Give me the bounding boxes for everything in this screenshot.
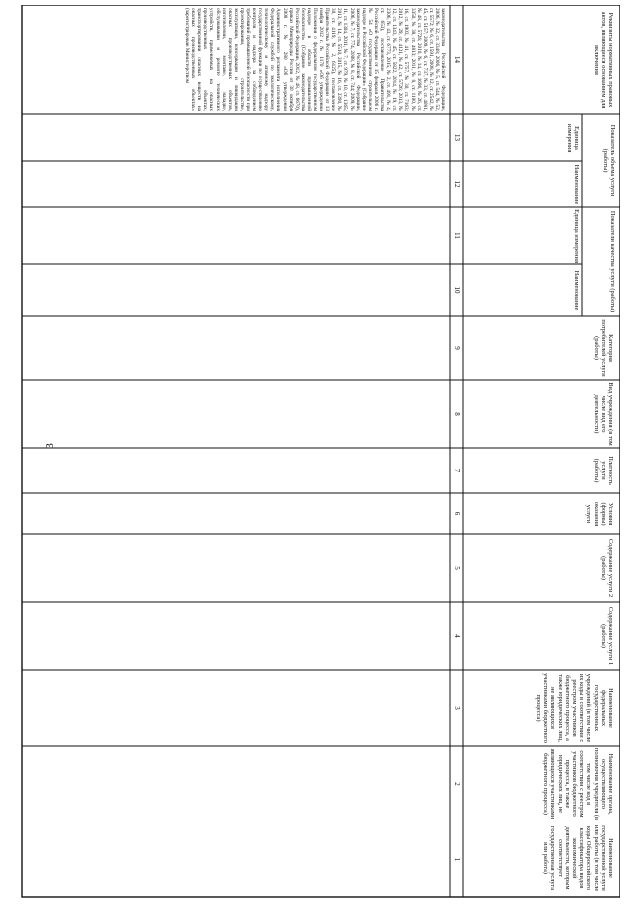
- column-number-5: 5: [453, 566, 461, 570]
- column-number-10: 10: [453, 286, 461, 294]
- column-number-3: 3: [453, 706, 461, 710]
- header-federal-institutions: Наименование федеральных государственных учреждений (в том числе их коды в соответствии с реестром участников бюджетного процесса, а также юридических лиц, не являющихся участниками бюджетного процесса): [534, 673, 614, 743]
- column-number-13: 13: [453, 134, 461, 141]
- column-number-7: 7: [453, 468, 461, 473]
- column-number-9: 9: [453, 346, 461, 350]
- header-institution-type: Вид учреждения (в том числе вид его деятельности): [592, 382, 614, 446]
- column-number-12: 12: [453, 180, 461, 188]
- column-number-8: 8: [453, 412, 461, 416]
- header-paid-status: Платность услуги (работы): [592, 456, 614, 485]
- header-quality-unit: Единица измерения: [573, 209, 580, 263]
- header-service-name: Наименование государственной услуги или работы (в том числе коды Общероссийского классификатора видов экономической деятельности, которым соответствует государственная услуга или работа): [542, 824, 614, 892]
- header-volume-group: Показатель объема услуги (работы): [601, 124, 616, 197]
- header-quality-group: Показатели качества услуги (работы): [609, 210, 616, 313]
- header-volume-unit: Единица измерения: [565, 123, 580, 153]
- column-number-4: 4: [453, 634, 461, 638]
- header-founder-authority: Наименование органа, осуществляющего полномочия учредителя (в том числе код в соответствии с реестром участников бюджетного процесса, в также юридических лиц, не являющихся участниками бюджетного процесса): [542, 748, 614, 820]
- header-quality-name: Наименование: [573, 270, 580, 311]
- column-number-1: 1: [453, 857, 461, 862]
- page-number: 3: [44, 443, 56, 449]
- header-service-conditions: Условия (формы) оказания услуги: [585, 501, 614, 527]
- header-consumer-category: Категория потребителей услуги (работы): [592, 319, 614, 377]
- legal-basis-text: законодательства Российской Федерации, 2006, № 32, ст. 3348; 2006, № 5, ст. 544, № 52, ст. 5572; № 6, ст. 1591, 2008, № 12, ст. 2542, № 45, ст. 5157; 2009, № 6, ст. 737, № 33, ст. 4081, № 48, ст. 5726; 2010, № 14, ст. 1696, № 26, ст. 3350, № 38, ст. 4813; 2011, № 8, ст. 1100, № 16, ст. 1903, № 41, ст. 5757, № 30, ст. 7163; 2012, № 29, ст. 4121, № 42, ст. 5726; 2013, № 12, ст. 1343, № 45, ст. 5822, 2014, № 19, ст. 2306, № 43, ст. 6773, 2015, № 2, ст. 491, № 4, ст. 653), постановление Правительства Российской Федерации от 15 февраля 2006 г. № 54 «О государственном строительном надзоре в Российской Федерации» (Собрание законодательства Российской Федерации, 2006, № 7, ст. 774, 2008, № 8, ст. 744; 2009, № 11, ст. 1304, 2011, № 7, ст. 979, № 10, ст. 1365; 2013, № 14, ст. 5510, 2015, № 16, ст. 2390, № 30, ст. 4119, № 2, 6125), постановление Правительства Российской Федерации от 13 ноября 2012 г. № 1170 «Об утверждении Положения о федеральном государственном надзоре в области промышленной безопасности» (Собрание законодательства Российской Федерации, 2012, № 48, ст. 6670), приказ Минприроды России от 30 октября 2008 г. № 280 «Об утверждении Административного регламента исполнения Федеральной службой по экологическому, технологическому и атомному надзору государственной функции по осуществлению контроля и надзора за соблюдением требований промышленной безопасности при проектировании, строительстве, эксплуатации, консервации и ликвидации опасных производственных объектов, изготовлении, монтаже, наладке, обслуживании и ремонте технических устройств, применяемых на опасных производственных объектах, транспортировании опасных веществ на опасных производственных объектах» (зарегистрирован Министерством: [184, 8, 446, 111]
- header-service-content-2: Содержание услуги 2 (работы): [599, 538, 614, 598]
- column-number-11: 11: [453, 232, 461, 239]
- column-number-6: 6: [453, 511, 461, 516]
- header-service-content-1: Содержание услуги 1 (работы): [599, 606, 614, 666]
- header-volume-name: Наименование: [573, 164, 580, 205]
- column-number-14: 14: [453, 56, 461, 63]
- services-registry-table: [20, 5, 620, 900]
- column-number-2: 2: [453, 782, 461, 786]
- header-legal-basis: Реквизиты нормативных правовых актов, являющиеся основанием для включения: [592, 11, 614, 109]
